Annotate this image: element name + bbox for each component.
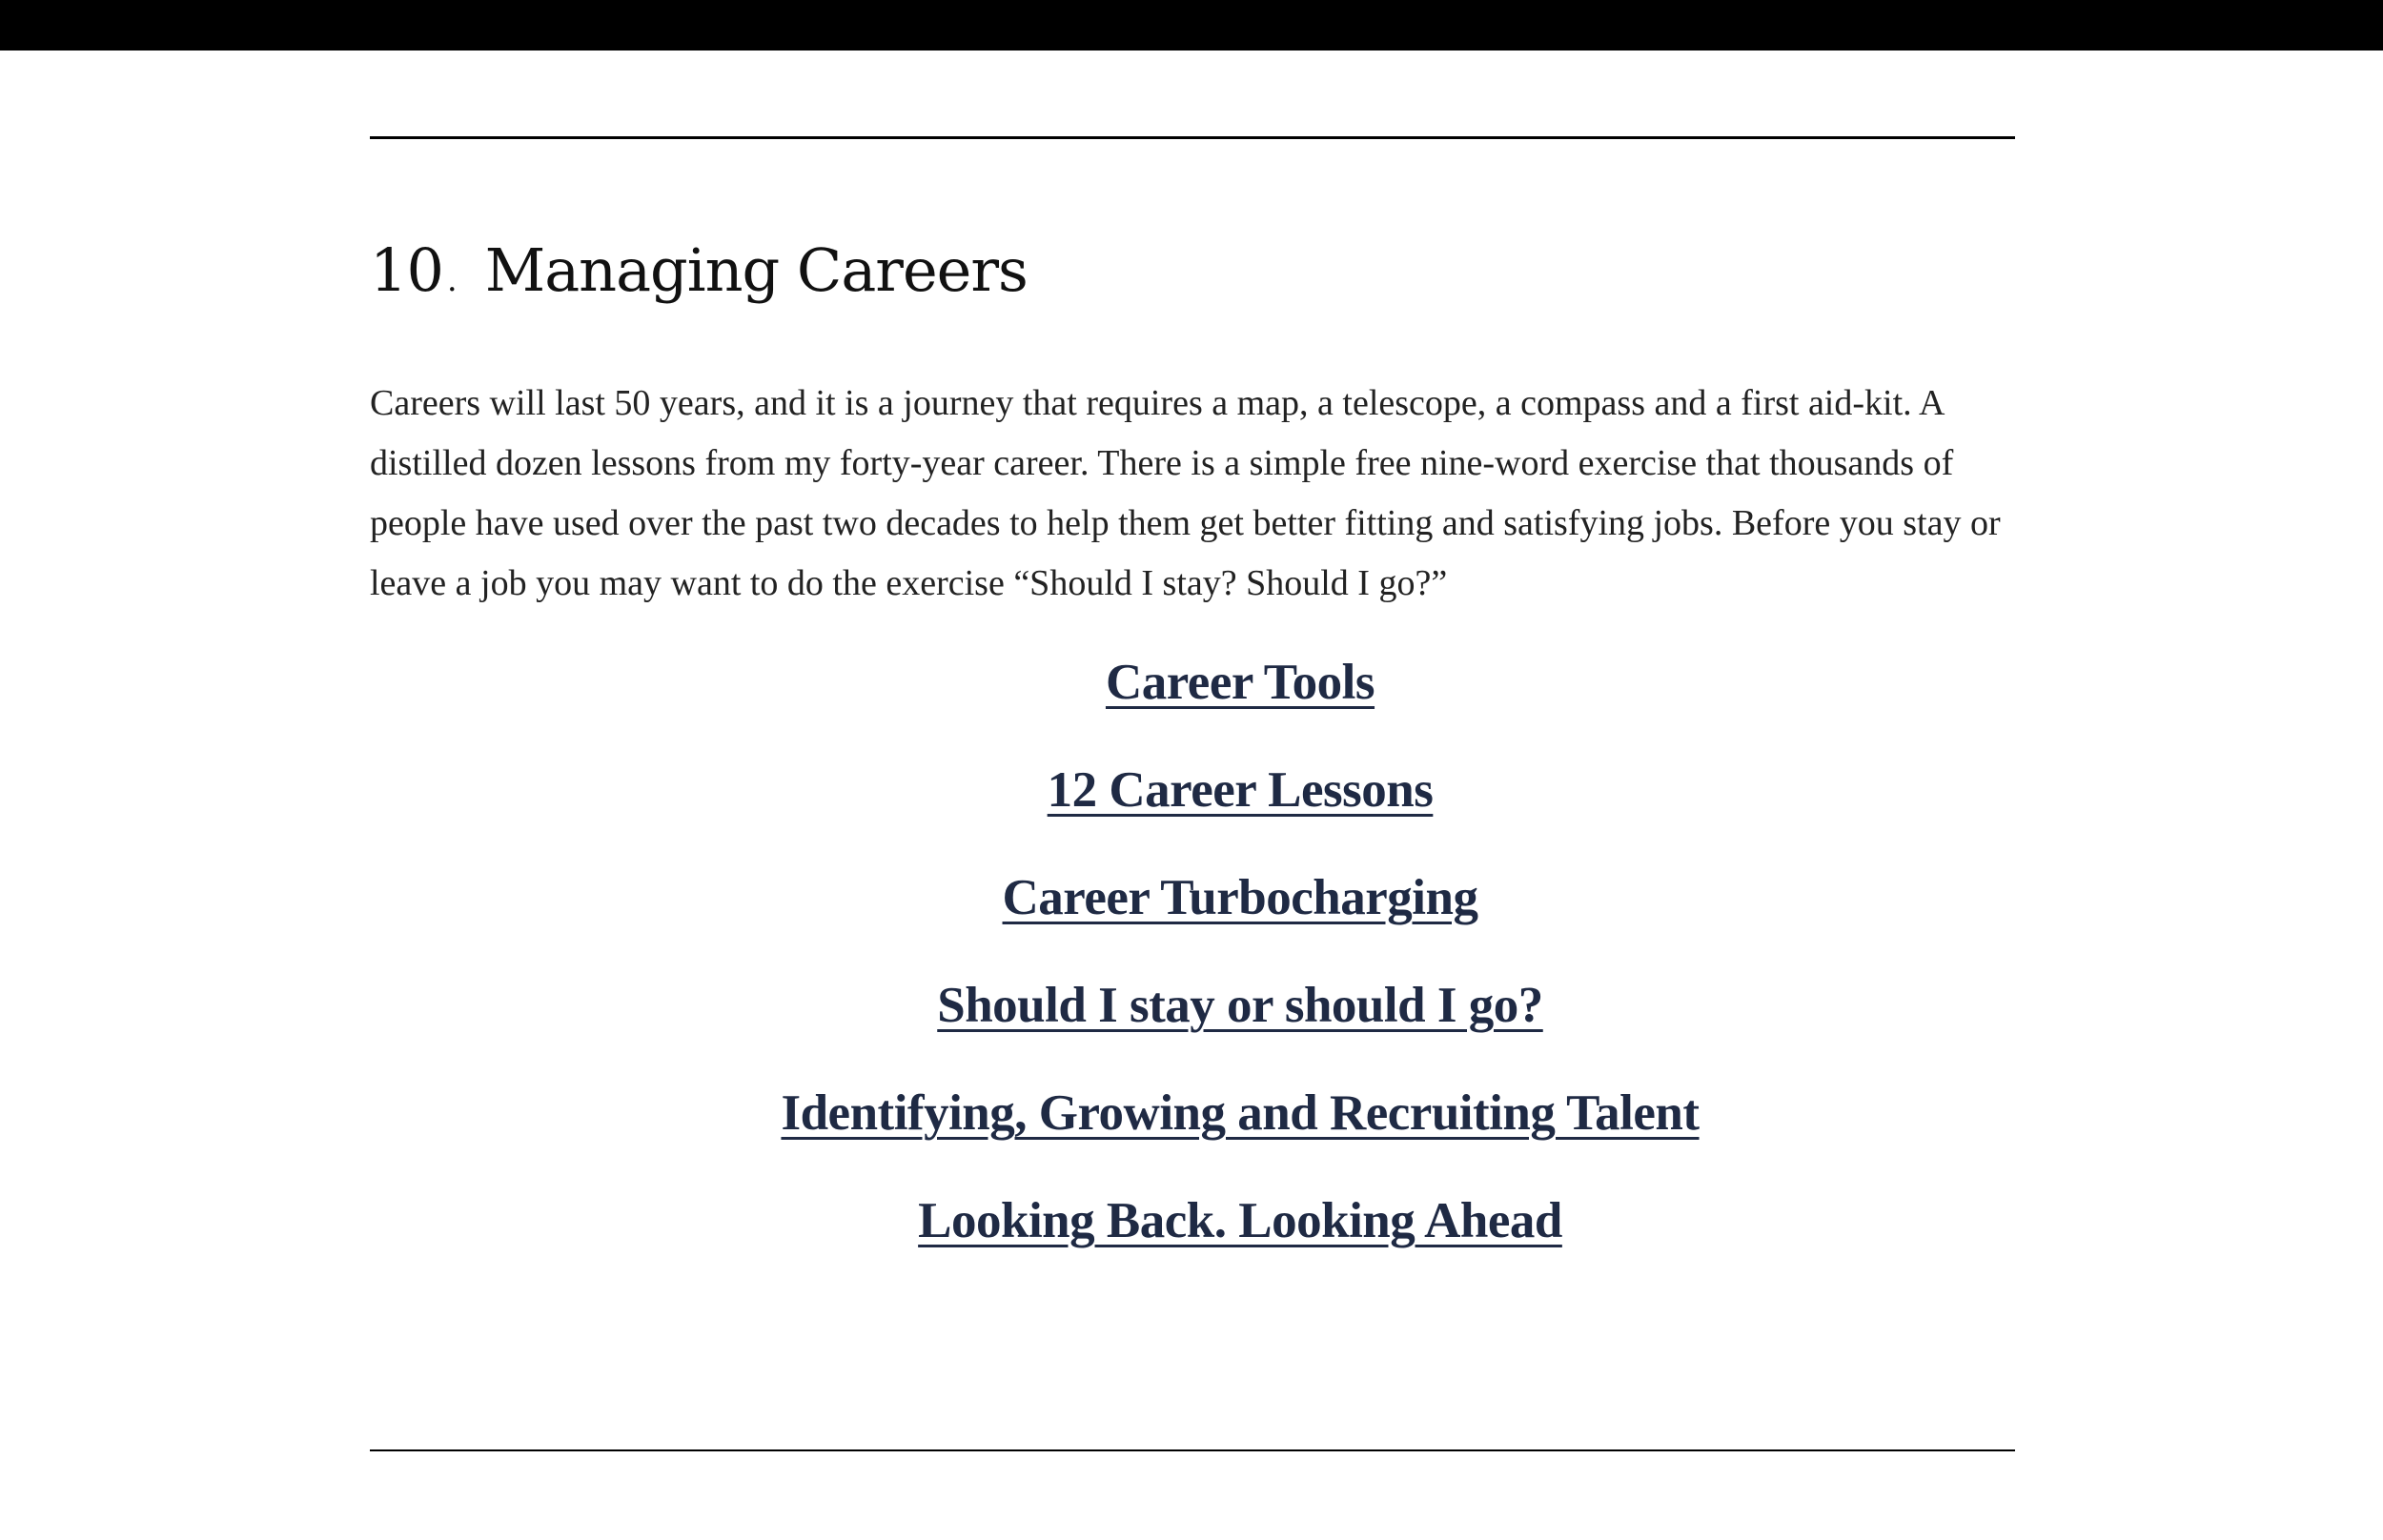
career-tools-link[interactable]: Career Tools — [1105, 655, 1375, 710]
talent-link[interactable]: Identifying, Growing and Recruiting Talent — [781, 1085, 1700, 1141]
looking-back-link[interactable]: Looking Back. Looking Ahead — [918, 1193, 1562, 1248]
list-item — [370, 648, 2110, 756]
career-links-list — [370, 648, 2110, 1294]
list-item — [370, 1079, 2110, 1186]
section-title — [370, 235, 1028, 305]
section-number: 10 — [370, 235, 443, 305]
bottom-divider — [370, 1449, 2015, 1451]
section-title-text: Managing Careers — [484, 235, 1028, 305]
intro-paragraph: Careers will last 50 years, and it is a journey that requires a map, a telescope, a compass and a first aid-kit. A distilled dozen lessons from my forty-year career. There is a simple free nine-word exercise that thousands of people have used over the past two decades to help them get better fitting and satisfying jobs. Before you stay or leave a job you may want to do the exercise “Should I stay? Should I go?” — [370, 383, 2001, 603]
list-item — [370, 756, 2110, 863]
list-item — [370, 863, 2110, 971]
career-turbocharging-link[interactable]: Career Turbocharging — [1002, 870, 1478, 925]
top-divider — [370, 136, 2015, 139]
list-item — [370, 1186, 2110, 1294]
career-lessons-link[interactable]: 12 Career Lessons — [1047, 762, 1434, 818]
list-item — [370, 971, 2110, 1079]
section-number-dot: . — [446, 261, 457, 299]
should-i-stay-link[interactable]: Should I stay or should I go? — [937, 978, 1543, 1033]
top-bar — [0, 0, 2383, 51]
